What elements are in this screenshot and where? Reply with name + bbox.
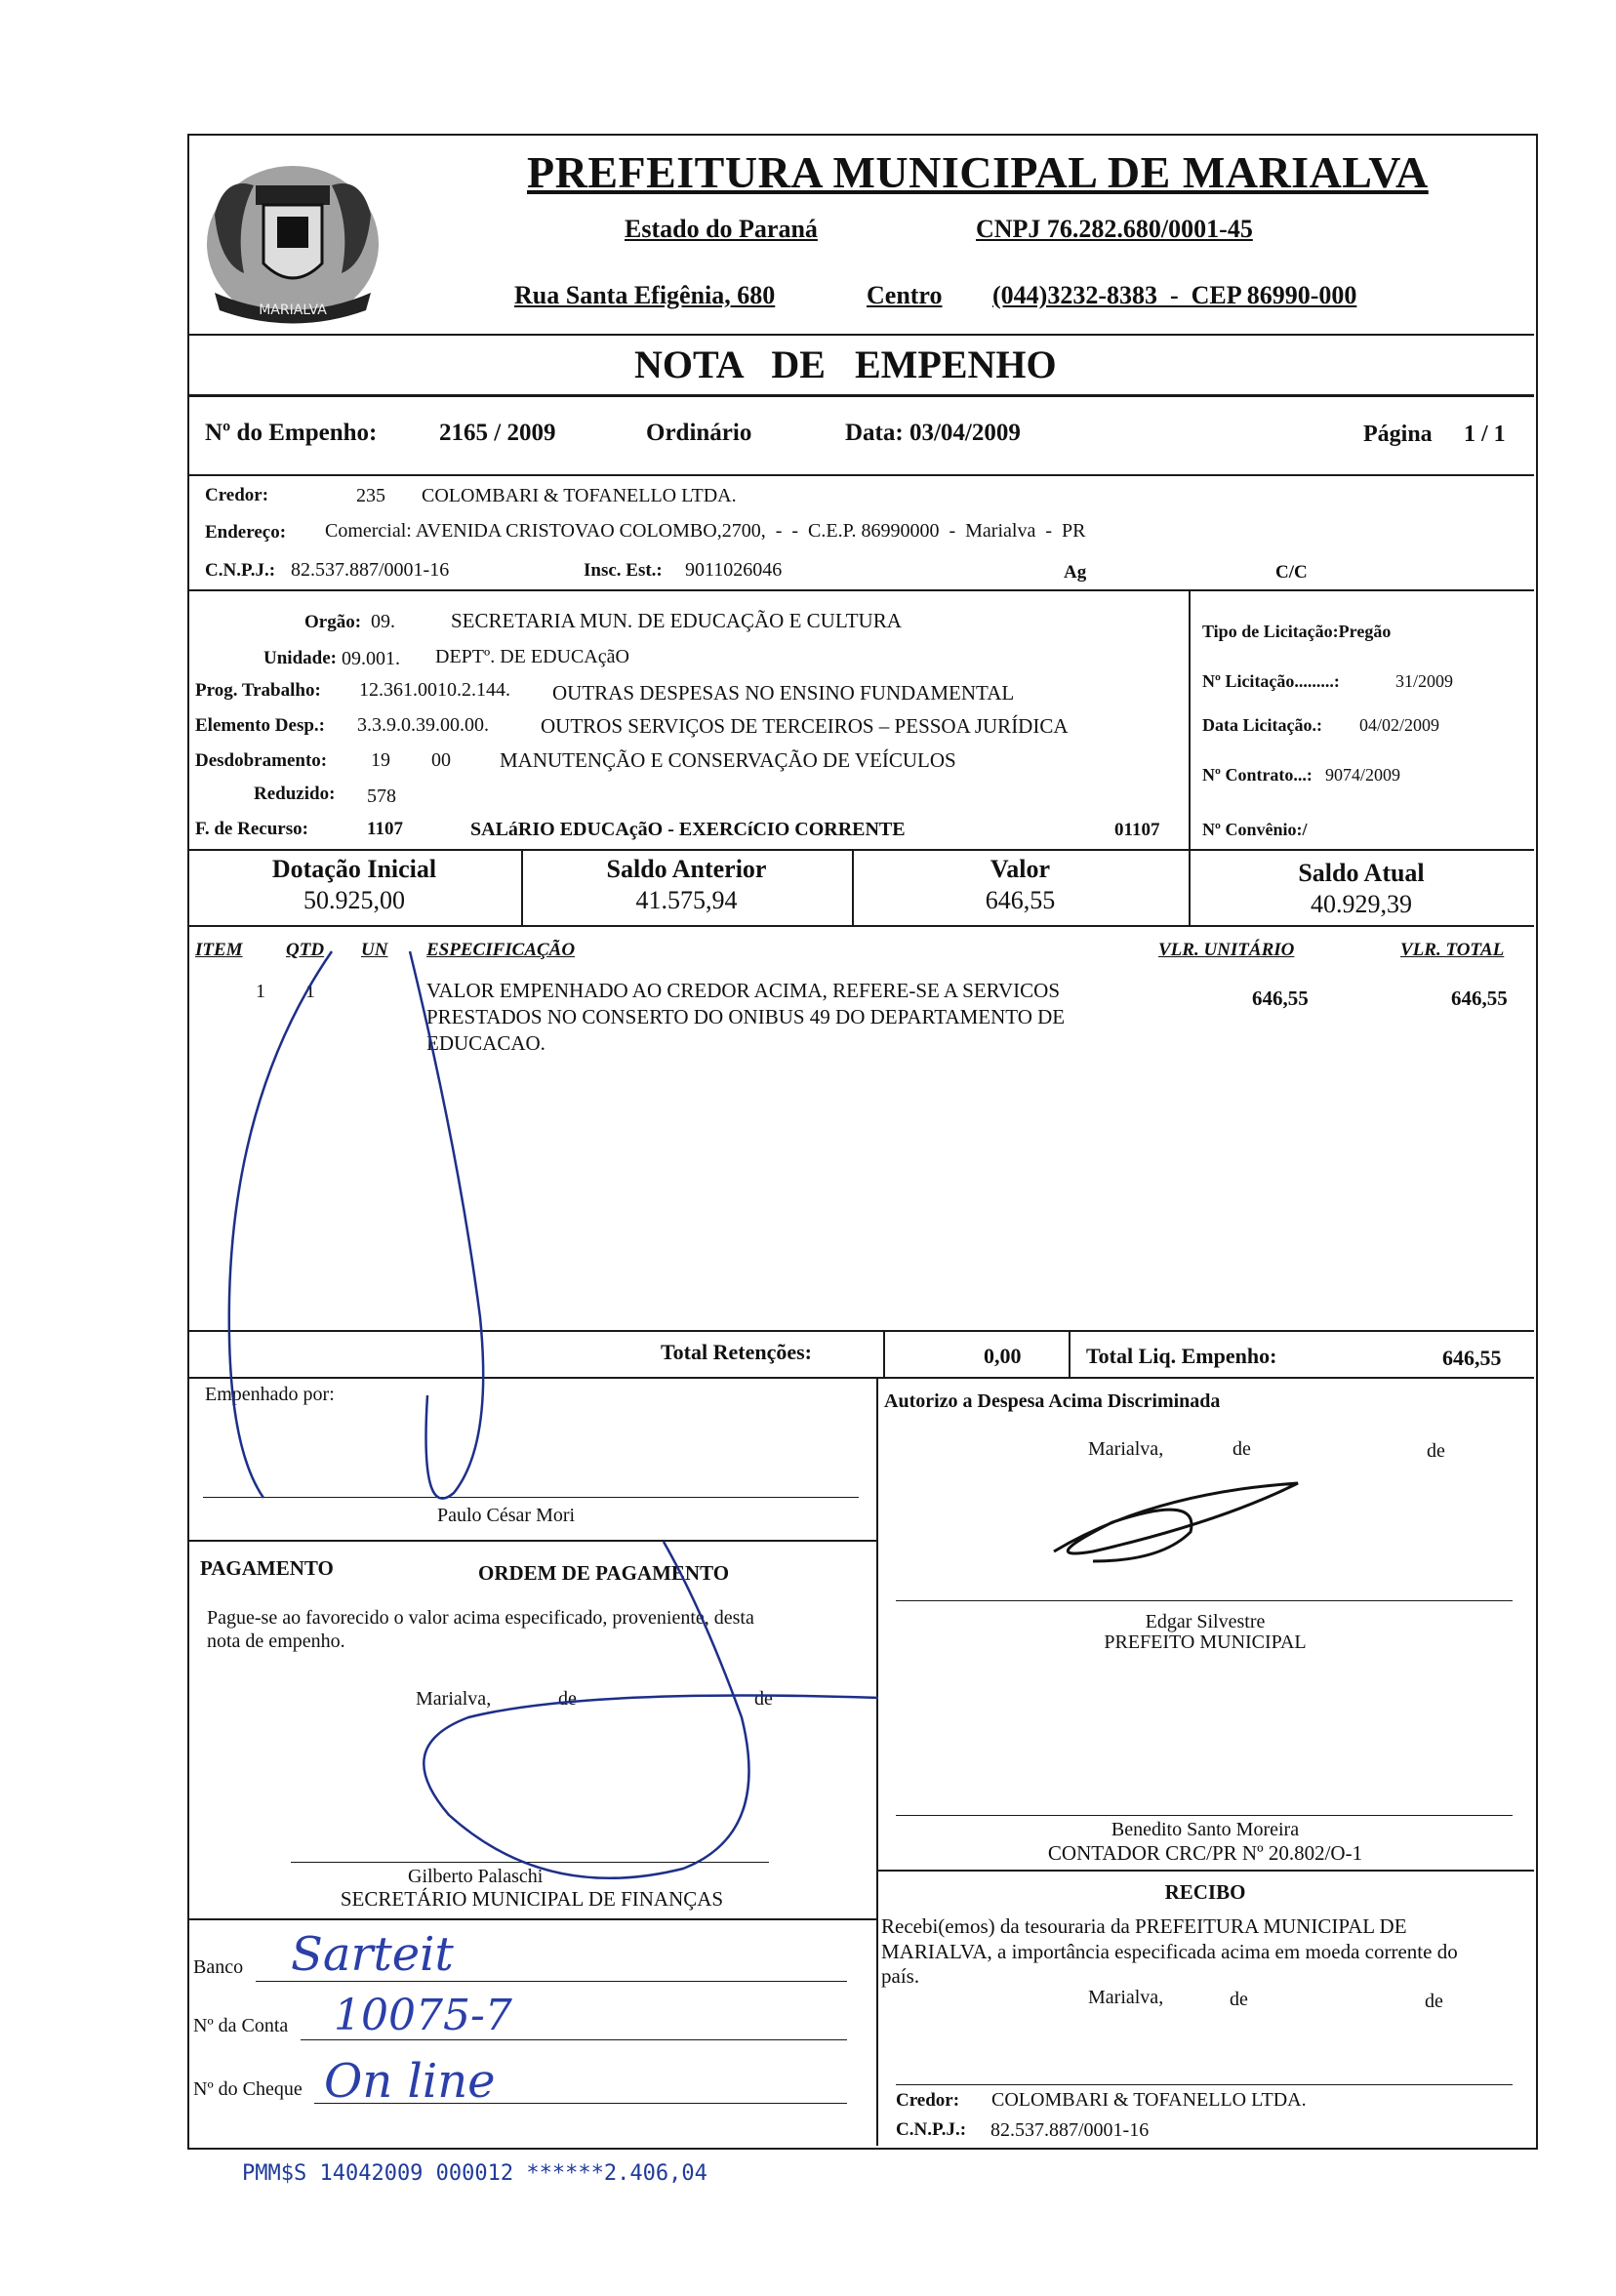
- desdobramento-code1: 19: [371, 749, 390, 771]
- page-value: 1 / 1: [1464, 422, 1506, 447]
- recibo-place: Marialva,: [1088, 1987, 1164, 2008]
- item-spec-line1: VALOR EMPENHADO AO CREDOR ACIMA, REFERE-SE A SERVICOS: [426, 979, 1061, 1002]
- creditor-address: Comercial: AVENIDA CRISTOVAO COLOMBO,2700, - - C.E.P. 86990000 - Marialva - PR: [325, 520, 1086, 542]
- autorizo-de2: de: [1427, 1440, 1445, 1462]
- pagamento-role: SECRETÁRIO MUNICIPAL DE FINANÇAS: [340, 1887, 724, 1911]
- saldo-atual-label: Saldo Atual: [1298, 859, 1425, 887]
- recibo-text-3: país.: [881, 1964, 920, 1988]
- insc-label: Insc. Est.:: [584, 560, 663, 581]
- pagamento-de1: de: [558, 1688, 577, 1710]
- saldo-atual-value: 40.929,39: [1311, 890, 1412, 918]
- prog-name: OUTRAS DESPESAS NO ENSINO FUNDAMENTAL: [552, 681, 1015, 705]
- empenho-number-label: Nº do Empenho:: [205, 420, 378, 446]
- conta-value: 10075-7: [334, 1991, 512, 2040]
- cheque-value: On line: [324, 2054, 496, 2109]
- unidade-name: DEPTº. DE EDUCAçãO: [435, 646, 629, 667]
- prog-code: 12.361.0010.2.144.: [359, 679, 510, 701]
- desdobramento-name: MANUTENÇÃO E CONSERVAÇÃO DE VEÍCULOS: [500, 748, 956, 772]
- saldo-anterior-value: 41.575,94: [635, 886, 738, 914]
- header-state: Estado do Paraná: [625, 215, 818, 243]
- col-spec: ESPECIFICAÇÃO: [426, 940, 576, 960]
- contador-role: CONTADOR CRC/PR Nº 20.802/O-1: [1047, 1841, 1363, 1865]
- item-qty: 1: [305, 981, 315, 1002]
- autorizo-name: Edgar Silvestre: [1145, 1611, 1266, 1632]
- elemento-name: OUTROS SERVIÇOS DE TERCEIROS – PESSOA JURÍDICA: [541, 714, 1069, 738]
- recibo-de2: de: [1425, 1991, 1443, 2012]
- pagamento-place: Marialva,: [416, 1688, 492, 1710]
- page-label: Página: [1363, 422, 1433, 447]
- licitacao-numero: 31/2009: [1395, 671, 1454, 691]
- unidade-code: 09.001.: [342, 648, 400, 669]
- empenhado-name: Paulo César Mori: [437, 1505, 576, 1526]
- insc-value: 9011026046: [685, 559, 783, 581]
- pagamento-text-1: Pague-se ao favorecido o valor acima especificado, proveniente, desta: [207, 1607, 754, 1629]
- reduzido-label: Reduzido:: [254, 784, 336, 804]
- empenho-number: 2165 / 2009: [439, 420, 556, 446]
- creditor-code: 235: [356, 485, 385, 506]
- autorizo-role: PREFEITO MUNICIPAL: [1104, 1631, 1307, 1653]
- recibo-cnpj: 82.537.887/0001-16: [990, 2119, 1150, 2141]
- recibo-text-1: Recebi(emos) da tesouraria da PREFEITURA MUNICIPAL DE: [881, 1914, 1407, 1938]
- item-number: 1: [256, 981, 265, 1002]
- item-spec-line3: EDUCACAO.: [426, 1031, 545, 1055]
- col-unit: VLR. UNITÁRIO: [1158, 940, 1295, 960]
- licitacao-data: 04/02/2009: [1359, 715, 1440, 735]
- header-cnpj: CNPJ 76.282.680/0001-45: [976, 215, 1253, 243]
- creditor-label: Credor:: [205, 485, 269, 505]
- pagamento-title: PAGAMENTO: [200, 1556, 334, 1580]
- item-total-value: 646,55: [1451, 987, 1508, 1010]
- orgao-name: SECRETARIA MUN. DE EDUCAÇÃO E CULTURA: [451, 609, 902, 632]
- retencoes-label: Total Retenções:: [661, 1340, 812, 1364]
- item-unit-value: 646,55: [1252, 987, 1309, 1010]
- dotacao-value: 50.925,00: [303, 886, 405, 914]
- recurso-name: SALáRIO EDUCAçãO - EXERCíCIO CORRENTE: [470, 819, 906, 840]
- reduzido-value: 578: [367, 785, 396, 807]
- address-label: Endereço:: [205, 522, 287, 543]
- autorizo-de1: de: [1232, 1438, 1251, 1460]
- processing-stamp: PMM$S 14042009 000012 ******2.406,04: [242, 2161, 707, 2186]
- col-total: VLR. TOTAL: [1400, 940, 1505, 960]
- elemento-code: 3.3.9.0.39.00.00.: [357, 714, 489, 736]
- empenho-type: Ordinário: [646, 420, 752, 446]
- unidade-label: Unidade:: [263, 648, 337, 668]
- crest-text: MARIALVA: [259, 302, 327, 318]
- retencoes-value: 0,00: [984, 1344, 1022, 1368]
- desdobramento-label: Desdobramento:: [195, 750, 328, 771]
- dotacao-label: Dotação Inicial: [271, 855, 437, 883]
- orgao-code: 09.: [371, 611, 395, 632]
- ordem-pagamento: ORDEM DE PAGAMENTO: [478, 1561, 730, 1585]
- col-un: UN: [361, 940, 388, 960]
- municipal-crest: [195, 146, 390, 332]
- recibo-de1: de: [1230, 1989, 1248, 2010]
- header-title: PREFEITURA MUNICIPAL DE MARIALVA: [527, 147, 1429, 197]
- recibo-cnpj-label: C.N.P.J.:: [896, 2119, 967, 2140]
- header-phone-cep: (044)3232-8383 - CEP 86990-000: [992, 281, 1357, 309]
- banco-value: Sarteit: [291, 1927, 454, 1982]
- desdobramento-code2: 00: [431, 749, 451, 771]
- elemento-label: Elemento Desp.:: [195, 715, 325, 736]
- header-district: Centro: [867, 281, 943, 309]
- liq-empenho-value: 646,55: [1442, 1346, 1502, 1370]
- valor-label: Valor: [990, 855, 1051, 883]
- col-qtd: QTD: [286, 940, 325, 960]
- creditor-cnpj: 82.537.887/0001-16: [291, 559, 450, 581]
- cc-label: C/C: [1275, 562, 1308, 583]
- empenhado-label: Empenhado por:: [205, 1384, 335, 1405]
- convenio-label: Nº Convênio:/: [1202, 820, 1308, 839]
- document-title: NOTA DE EMPENHO: [634, 342, 1057, 386]
- licitacao-tipo: Tipo de Licitação:Pregão: [1202, 622, 1392, 641]
- recibo-title: RECIBO: [1164, 1880, 1246, 1904]
- recurso-label: F. de Recurso:: [195, 819, 308, 839]
- recibo-credor-label: Credor:: [896, 2090, 960, 2111]
- creditor-cnpj-label: C.N.P.J.:: [205, 560, 276, 581]
- saldo-anterior-label: Saldo Anterior: [606, 855, 767, 883]
- item-spec-line2: PRESTADOS NO CONSERTO DO ONIBUS 49 DO DEPARTAMENTO DE: [426, 1005, 1066, 1028]
- pagamento-de2: de: [754, 1688, 773, 1710]
- header-street: Rua Santa Efigênia, 680: [514, 281, 776, 309]
- cheque-label: Nº do Cheque: [193, 2078, 303, 2100]
- autorizo-title: Autorizo a Despesa Acima Discriminada: [884, 1390, 1221, 1412]
- contador-name: Benedito Santo Moreira: [1111, 1819, 1300, 1840]
- orgao-label: Orgão:: [304, 612, 362, 632]
- valor-value: 646,55: [985, 886, 1056, 914]
- recurso-code2: 01107: [1114, 820, 1160, 840]
- ag-label: Ag: [1064, 562, 1087, 583]
- conta-label: Nº da Conta: [193, 2015, 289, 2036]
- licitacao-numero-label: Nº Licitação.........:: [1202, 671, 1340, 691]
- contrato-label: Nº Contrato...:: [1202, 765, 1313, 785]
- contrato-value: 9074/2009: [1325, 765, 1401, 785]
- recurso-code: 1107: [367, 819, 403, 839]
- creditor-name: COLOMBARI & TOFANELLO LTDA.: [422, 485, 737, 506]
- prog-label: Prog. Trabalho:: [195, 680, 321, 701]
- banco-label: Banco: [193, 1956, 244, 1978]
- recibo-text-2: MARIALVA, a importância especificada acima em moeda corrente do: [881, 1940, 1458, 1963]
- liq-empenho-label: Total Liq. Empenho:: [1086, 1344, 1277, 1368]
- licitacao-data-label: Data Licitação.:: [1202, 715, 1322, 735]
- col-item: ITEM: [195, 940, 243, 960]
- pagamento-text-2: nota de empenho.: [207, 1631, 345, 1652]
- autorizo-place: Marialva,: [1088, 1438, 1164, 1460]
- empenho-date: Data: 03/04/2009: [845, 420, 1021, 446]
- pagamento-name: Gilberto Palaschi: [408, 1866, 544, 1887]
- recibo-credor: COLOMBARI & TOFANELLO LTDA.: [991, 2089, 1307, 2111]
